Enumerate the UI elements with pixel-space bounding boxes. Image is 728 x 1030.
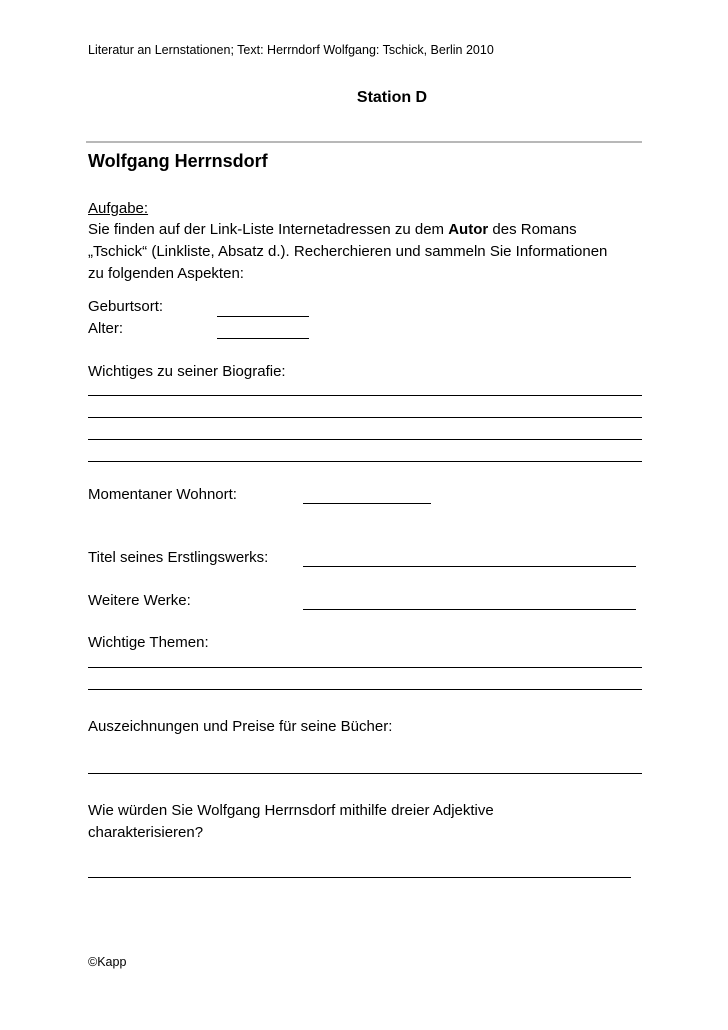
station-title: Station D — [356, 89, 428, 106]
task-instructions — [88, 219, 648, 285]
copyright-footer: ©Kapp — [88, 955, 127, 969]
biography-answer-line-1[interactable] — [88, 395, 642, 396]
first-work-label: Titel seines Erstlingswerks: — [88, 549, 269, 566]
page-title: Wolfgang Herrnsdorf — [88, 151, 268, 171]
themes-answer-line-2[interactable] — [88, 689, 642, 690]
age-answer-line[interactable] — [217, 338, 309, 339]
residence-label: Momentaner Wohnort: — [88, 486, 237, 503]
birthplace-answer-line[interactable] — [217, 316, 309, 317]
page-header: Literatur an Lernstationen; Text: Herrndorf Wolfgang: Tschick, Berlin 2010 — [88, 43, 494, 57]
age-label: Alter: — [88, 320, 124, 337]
awards-answer-line[interactable] — [88, 773, 642, 774]
other-works-label: Weitere Werke: — [88, 592, 191, 609]
themes-label: Wichtige Themen: — [88, 634, 209, 651]
other-works-answer-line[interactable] — [303, 609, 636, 610]
awards-label: Auszeichnungen und Preise für seine Bücher: — [88, 718, 393, 735]
task-line-1-start: Sie finden auf der Link-Liste Internetadressen zu dem — [88, 221, 449, 238]
themes-answer-line-1[interactable] — [88, 667, 642, 668]
residence-answer-line[interactable] — [303, 503, 431, 504]
adjectives-answer-line[interactable] — [88, 877, 631, 878]
biography-answer-line-4[interactable] — [88, 461, 642, 462]
biography-answer-line-2[interactable] — [88, 417, 642, 418]
adjectives-label-line-2: charakterisieren? — [88, 824, 204, 841]
birthplace-label: Geburtsort: — [88, 298, 164, 315]
task-line-2: „Tschick“ (Linkliste, Absatz d.). Recherchieren und sammeln Sie Informationen — [88, 243, 608, 260]
biography-label: Wichtiges zu seiner Biografie: — [88, 363, 286, 380]
first-work-answer-line[interactable] — [303, 566, 636, 567]
header-divider — [86, 141, 642, 143]
biography-answer-line-3[interactable] — [88, 439, 642, 440]
task-emphasis: Autor — [448, 221, 489, 238]
task-line-3: zu folgenden Aspekten: — [88, 265, 244, 282]
task-line-1-end: des Romans — [488, 221, 577, 238]
task-line-1 — [88, 219, 648, 241]
adjectives-label-line-1: Wie würden Sie Wolfgang Herrnsdorf mithilfe dreier Adjektive — [88, 802, 494, 819]
task-label: Aufgabe: — [88, 200, 149, 217]
